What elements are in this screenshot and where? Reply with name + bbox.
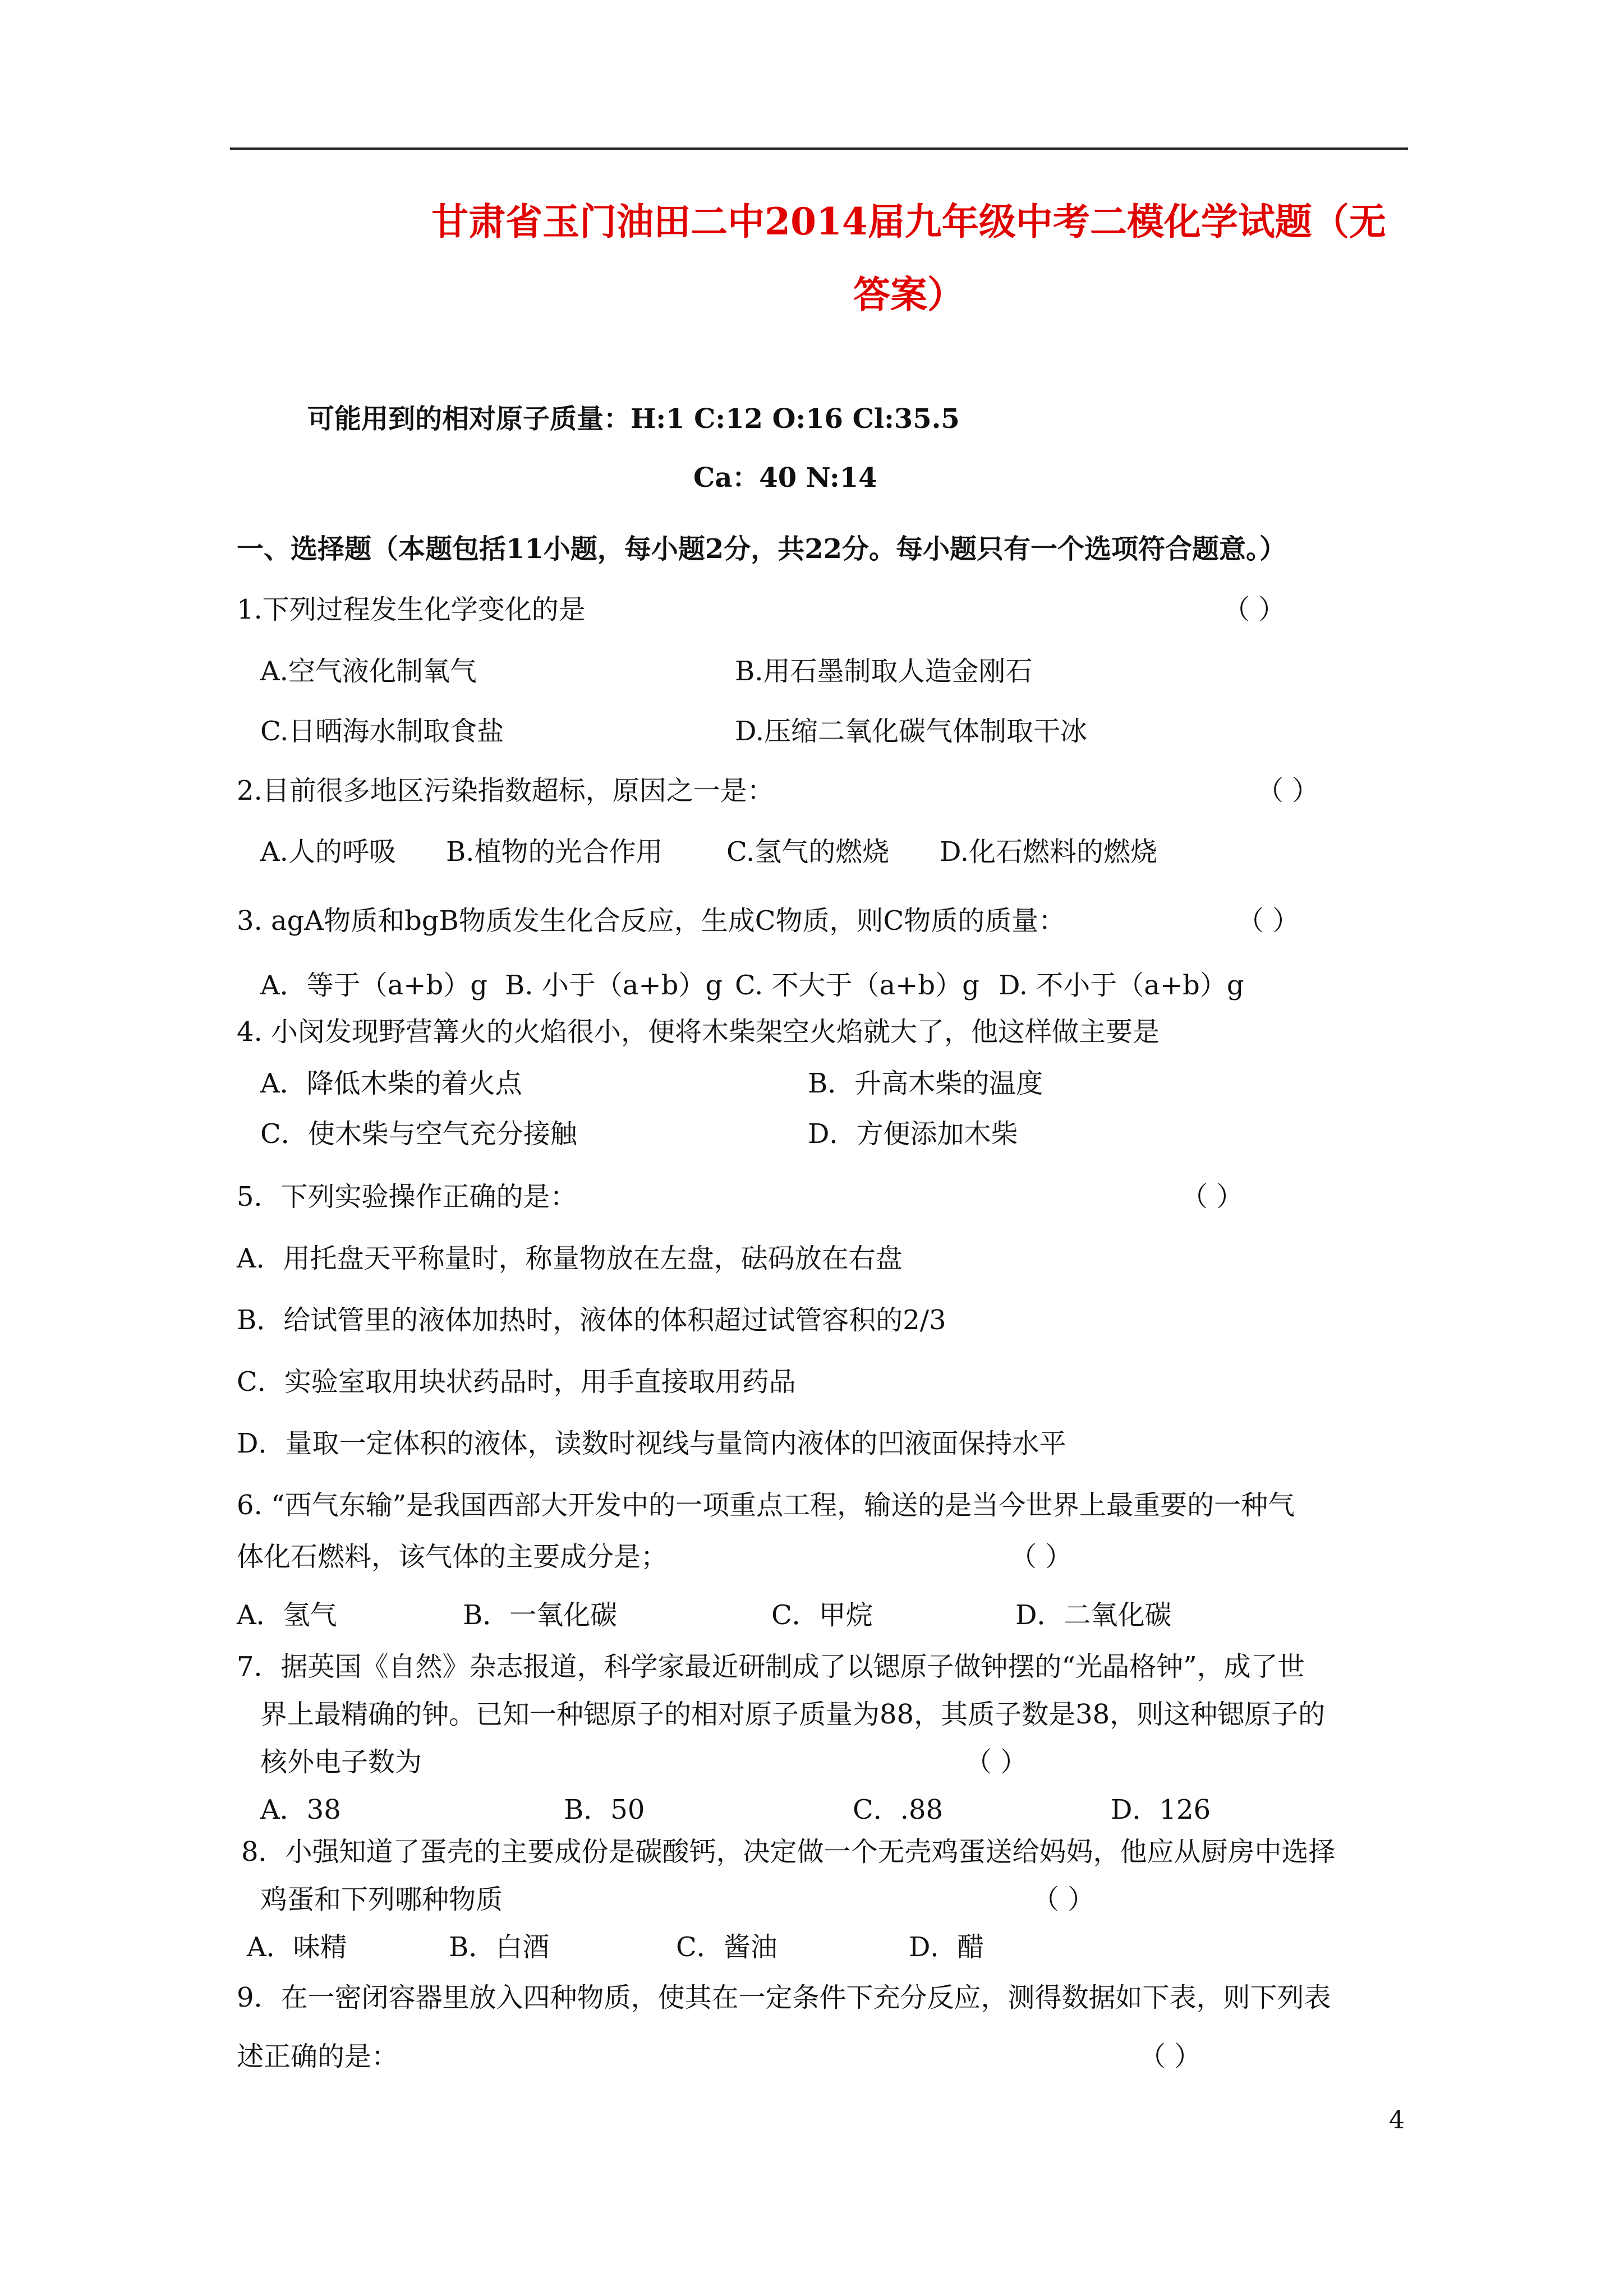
- question-5-stem: 5．下列实验操作正确的是：: [237, 1181, 577, 1212]
- question-1-stem: 1.下列过程发生化学变化的是: [237, 594, 586, 625]
- question-8-option-c: C．酱油: [676, 1931, 778, 1963]
- question-4-option-b: B．升高木柴的温度: [808, 1068, 1043, 1099]
- doc-title-line2: 答案）: [853, 273, 964, 316]
- question-9-stem: 9．在一密闭容器里放入四种物质，使其在一定条件下充分反应，测得数据如下表，则下列表: [237, 1982, 1331, 2013]
- question-9-answer-blank: （ ）: [1139, 2041, 1202, 2072]
- question-5-answer-blank: （ ）: [1181, 1181, 1244, 1212]
- question-1-option-a: A.空气液化制氧气: [260, 656, 477, 687]
- question-4-stem: 4. 小闵发现野营篝火的火焰很小，便将木柴架空火焰就大了，他这样做主要是: [237, 1016, 1160, 1048]
- question-2-option-d: D.化石燃料的燃烧: [940, 836, 1158, 868]
- question-8-stem: 8．小强知道了蛋壳的主要成份是碳酸钙，决定做一个无壳鸡蛋送给妈妈，他应从厨房中选择: [241, 1836, 1336, 1868]
- question-6-stem-cont: 体化石燃料，该气体的主要成分是；: [237, 1541, 668, 1573]
- question-4-option-c: C．使木柴与空气充分接触: [260, 1118, 577, 1150]
- question-6-answer-blank: （ ）: [1010, 1541, 1073, 1573]
- question-1-answer-blank: （ ）: [1223, 594, 1286, 625]
- question-6-option-d: D．二氧化碳: [1015, 1599, 1172, 1631]
- question-6-option-a: A．氢气: [237, 1599, 337, 1631]
- question-8-option-a: A．味精: [247, 1931, 347, 1963]
- question-3-stem: 3. agA物质和bgB物质发生化合反应，生成C物质，则C物质的质量：: [237, 905, 1066, 937]
- question-6-option-c: C．甲烷: [771, 1599, 873, 1631]
- question-6-option-b: B．一氧化碳: [463, 1599, 618, 1631]
- question-7-option-c: C．.88: [853, 1794, 944, 1825]
- atomic-mass-line2: Ca：40 N:14: [693, 462, 877, 494]
- question-1-option-d: D.压缩二氧化碳气体制取干冰: [735, 716, 1088, 747]
- question-8-option-b: B．白酒: [449, 1931, 550, 1963]
- question-3-option-a: A．等于（a+b）g: [260, 970, 487, 1001]
- question-7-stem-cont: 界上最精确的钟。已知一种锶原子的相对原子质量为88，其质子数是38，则这种锶原子的: [260, 1699, 1326, 1730]
- atomic-mass-line1: 可能用到的相对原子质量：H:1 C:12 O:16 Cl:35.5: [307, 403, 960, 435]
- question-3-answer-blank: （ ）: [1237, 905, 1300, 937]
- question-7-stem-cont-2: 核外电子数为: [260, 1746, 422, 1778]
- question-6-stem: 6. “西气东输”是我国西部大开发中的一项重点工程，输送的是当今世界上最重要的一种气: [237, 1490, 1295, 1521]
- question-7-option-a: A．38: [260, 1794, 341, 1825]
- question-9-stem-cont: 述正确的是：: [237, 2041, 399, 2072]
- question-3-option-b: B. 小于（a+b）g: [505, 970, 723, 1001]
- page-number: 4: [1389, 2106, 1405, 2134]
- question-8-answer-blank: （ ）: [1032, 1884, 1095, 1915]
- question-1-option-c: C.日晒海水制取食盐: [260, 716, 504, 747]
- question-2-option-a: A.人的呼吸: [260, 836, 396, 868]
- question-8-stem-cont: 鸡蛋和下列哪种物质: [260, 1884, 503, 1915]
- question-2-option-b: B.植物的光合作用: [446, 836, 663, 868]
- question-5-option-b: B．给试管里的液体加热时，液体的体积超过试管容积的2/3: [237, 1304, 946, 1336]
- header-rule: [230, 147, 1408, 150]
- question-4-option-d: D．方便添加木柴: [808, 1118, 1018, 1150]
- question-2-stem: 2.目前很多地区污染指数超标，原因之一是：: [237, 775, 774, 806]
- question-7-stem: 7．据英国《自然》杂志报道，科学家最近研制成了以锶原子做钟摆的“光晶格钟”，成了世: [237, 1651, 1305, 1682]
- question-5-option-d: D．量取一定体积的液体，读数时视线与量筒内液体的凹液面保持水平: [237, 1428, 1066, 1459]
- question-2-answer-blank: （ ）: [1257, 775, 1319, 806]
- question-4-option-a: A．降低木柴的着火点: [260, 1068, 522, 1099]
- question-3-option-c: C. 不大于（a+b）g: [735, 970, 979, 1001]
- doc-title-line1: 甘肃省玉门油田二中2014届九年级中考二模化学试题（无: [431, 200, 1386, 243]
- question-2-option-c: C.氢气的燃烧: [726, 836, 890, 868]
- question-7-option-d: D．126: [1111, 1794, 1211, 1825]
- section-heading: 一、选择题（本题包括11小题，每小题2分，共22分。每小题只有一个选项符合题意。）: [237, 533, 1286, 565]
- question-8-option-d: D．醋: [909, 1931, 984, 1963]
- question-5-option-a: A．用托盘天平称量时，称量物放在左盘，砝码放在右盘: [237, 1243, 903, 1274]
- question-3-option-d: D. 不小于（a+b）g: [999, 970, 1244, 1001]
- question-7-answer-blank: （ ）: [965, 1746, 1028, 1778]
- question-1-option-b: B.用石墨制取人造金刚石: [735, 656, 1033, 687]
- question-5-option-c: C．实验室取用块状药品时，用手直接取用药品: [237, 1366, 796, 1398]
- question-7-option-b: B．50: [564, 1794, 645, 1825]
